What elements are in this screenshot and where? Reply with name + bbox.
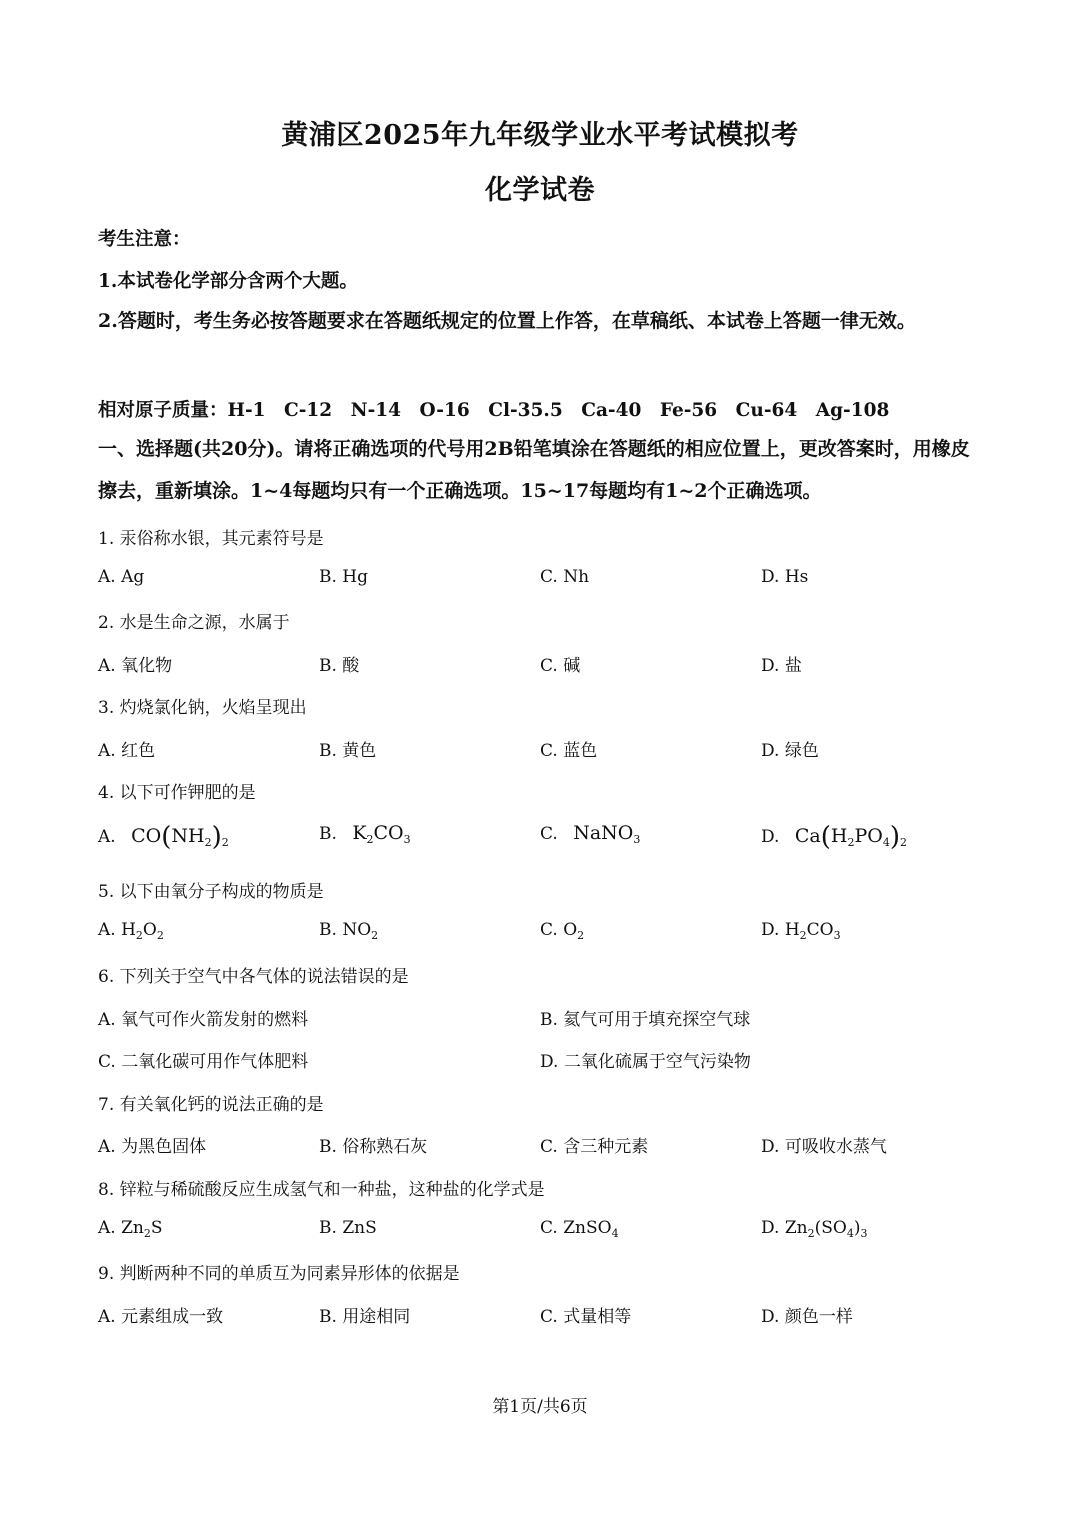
formula-subscript: 2 <box>371 929 379 942</box>
q4-option-a <box>98 822 229 852</box>
formula-part: H <box>830 825 848 847</box>
formula-part: CO <box>131 825 162 847</box>
note-item-1: 1.本试卷化学部分含两个大题。 <box>98 271 358 292</box>
formula-part: ZnSO <box>563 1218 612 1238</box>
q3-option-b: B. 黄色 <box>319 741 377 761</box>
formula-part: Zn <box>784 1218 808 1238</box>
question-4-stem: 4. 以下可作钾肥的是 <box>98 783 256 803</box>
q9-option-b: B. 用途相同 <box>319 1307 411 1327</box>
q4-option-d-label: D. <box>761 827 780 847</box>
page-number: 第1页/共6页 <box>492 1397 588 1417</box>
q6-option-d: D. 二氧化硫属于空气污染物 <box>540 1052 751 1072</box>
formula-part: (SO <box>814 1218 847 1238</box>
formula-subscript: 2 <box>366 833 374 846</box>
section1-instructions: 一、选择题(共20分)。请将正确选项的代号用2B铅笔填涂在答题纸的相应位置上，更改答案时，用橡皮擦去，重新填涂。1~4每题均只有一个正确选项。15~17每题均有1~2个正确选项。 <box>98 438 970 502</box>
q6-option-c: C. 二氧化碳可用作气体肥料 <box>98 1052 309 1072</box>
q5-option-b-label: B. <box>319 920 337 940</box>
q8-option-b <box>319 1218 377 1238</box>
q8-option-c-label: C. <box>540 1218 558 1238</box>
q6-option-b: B. 氦气可用于填充探空气球 <box>540 1010 751 1030</box>
question-8-stem: 8. 锌粒与稀硫酸反应生成氢气和一种盐，这种盐的化学式是 <box>98 1180 545 1200</box>
formula-subscript: 3 <box>633 833 641 846</box>
q4-option-c <box>540 822 640 846</box>
formula-subscript: 2 <box>135 929 143 942</box>
question-2-stem: 2. 水是生命之源，水属于 <box>98 613 290 633</box>
q1-option-b: B. Hg <box>319 567 369 587</box>
q4-option-b <box>319 822 411 846</box>
q5-option-d-label: D. <box>761 920 780 940</box>
q7-option-a: A. 为黑色固体 <box>98 1137 207 1157</box>
q7-option-d: D. 可吸收水蒸气 <box>761 1137 887 1157</box>
q2-option-c: C. 碱 <box>540 656 581 676</box>
question-6-stem: 6. 下列关于空气中各气体的说法错误的是 <box>98 967 409 987</box>
question-2-options <box>98 651 998 681</box>
formula-subscript: 2 <box>577 929 585 942</box>
question-8-options <box>98 1218 998 1248</box>
q8-option-a-label: A. <box>98 1218 116 1238</box>
formula-part: H <box>784 920 800 940</box>
question-6-options-row2 <box>98 1047 998 1077</box>
q8-option-d-label: D. <box>761 1218 780 1238</box>
q3-option-a: A. 红色 <box>98 741 156 761</box>
q5-option-a <box>98 920 164 942</box>
question-4-options <box>98 822 998 858</box>
formula-part: S <box>150 1218 163 1238</box>
q7-option-c: C. 含三种元素 <box>540 1137 649 1157</box>
question-7-options <box>98 1132 998 1162</box>
formula-part: NaNO <box>573 822 634 844</box>
q4-option-b-label: B. <box>319 824 337 844</box>
q1-option-d: D. Hs <box>761 567 809 587</box>
q9-option-a: A. 元素组成一致 <box>98 1307 224 1327</box>
q3-option-c: C. 蓝色 <box>540 741 598 761</box>
question-7-stem: 7. 有关氧化钙的说法正确的是 <box>98 1095 324 1115</box>
question-3-stem: 3. 灼烧氯化钠，火焰呈现出 <box>98 698 307 718</box>
q9-option-d: D. 颜色一样 <box>761 1307 853 1327</box>
formula-part: ZnS <box>342 1218 377 1238</box>
q2-option-d: D. 盐 <box>761 656 802 676</box>
paren-close: ) <box>211 822 222 852</box>
formula-part: Ca <box>794 825 821 847</box>
question-5-stem: 5. 以下由氧分子构成的物质是 <box>98 882 324 902</box>
paren-open: ( <box>161 822 172 852</box>
formula-part: PO <box>854 825 883 847</box>
formula-part: O <box>563 920 578 940</box>
formula-subscript: 3 <box>403 833 411 846</box>
q5-option-c <box>540 920 584 942</box>
formula-subscript: 2 <box>143 1227 151 1240</box>
exam-subtitle: 化学试卷 <box>485 175 595 206</box>
q2-option-a: A. 氧化物 <box>98 656 173 676</box>
formula-subscript: 4 <box>611 1227 619 1240</box>
question-9-stem: 9. 判断两种不同的单质互为同素异形体的依据是 <box>98 1264 460 1284</box>
q4-option-d <box>761 822 907 852</box>
question-1-stem: 1. 汞俗称水银，其元素符号是 <box>98 529 324 549</box>
q3-option-d: D. 绿色 <box>761 741 819 761</box>
formula-subscript: 4 <box>846 1227 854 1240</box>
formula-part: K <box>352 822 367 844</box>
formula-part: H <box>121 920 136 940</box>
question-9-options <box>98 1302 998 1332</box>
q5-option-a-label: A. <box>98 920 116 940</box>
formula-part: NH <box>171 825 205 847</box>
formula-part: O <box>142 920 157 940</box>
q4-option-c-formula <box>573 822 640 844</box>
formula-part: ) <box>853 1218 861 1238</box>
paren-close: ) <box>889 822 900 852</box>
q4-option-d-formula <box>794 822 907 852</box>
q5-option-d <box>761 920 841 942</box>
formula-subscript: 2 <box>847 836 855 849</box>
note-item-2: 2.答题时，考生务必按答题要求在答题纸规定的位置上作答，在草稿纸、本试卷上答题一律无效。 <box>98 310 916 332</box>
question-1-options <box>98 567 998 597</box>
q8-option-b-label: B. <box>319 1218 337 1238</box>
q1-option-c: C. Nh <box>540 567 590 587</box>
q7-option-b: B. 俗称熟石灰 <box>319 1137 428 1157</box>
formula-part: NO <box>342 920 372 940</box>
q6-option-a: A. 氧气可作火箭发射的燃料 <box>98 1010 309 1030</box>
q8-option-a <box>98 1218 163 1240</box>
formula-subscript: 2 <box>204 836 212 849</box>
formula-part: CO <box>806 920 834 940</box>
formula-subscript: 2 <box>156 929 164 942</box>
q1-option-a: A. Ag <box>98 567 145 587</box>
q4-option-a-formula <box>131 822 229 852</box>
question-3-options <box>98 736 998 766</box>
formula-subscript: 3 <box>833 929 841 942</box>
q4-option-c-label: C. <box>540 824 558 844</box>
atomic-masses: 相对原子质量：H-1 C-12 N-14 O-16 Cl-35.5 Ca-40 Fe-56 Cu-64 Ag-108 <box>98 400 890 421</box>
formula-subscript: 2 <box>899 836 907 849</box>
q5-option-c-label: C. <box>540 920 558 940</box>
question-6-options-row1 <box>98 1005 998 1035</box>
formula-subscript: 3 <box>860 1227 868 1240</box>
formula-part: CO <box>373 822 404 844</box>
q2-option-b: B. 酸 <box>319 656 360 676</box>
formula-subscript: 4 <box>882 836 890 849</box>
exam-title: 黄浦区2025年九年级学业水平考试模拟考 <box>281 120 799 151</box>
formula-subscript: 2 <box>807 1227 815 1240</box>
q4-option-a-label: A. <box>98 827 116 847</box>
q9-option-c: C. 式量相等 <box>540 1307 632 1327</box>
paren-open: ( <box>820 822 831 852</box>
q8-option-c <box>540 1218 619 1240</box>
q5-option-b <box>319 920 378 942</box>
q8-option-d <box>761 1218 867 1240</box>
formula-part: Zn <box>121 1218 144 1238</box>
formula-subscript: 2 <box>221 836 229 849</box>
question-5-options <box>98 920 998 950</box>
q4-option-b-formula <box>352 822 410 844</box>
formula-subscript: 2 <box>799 929 807 942</box>
notes-heading: 考生注意： <box>98 229 191 250</box>
